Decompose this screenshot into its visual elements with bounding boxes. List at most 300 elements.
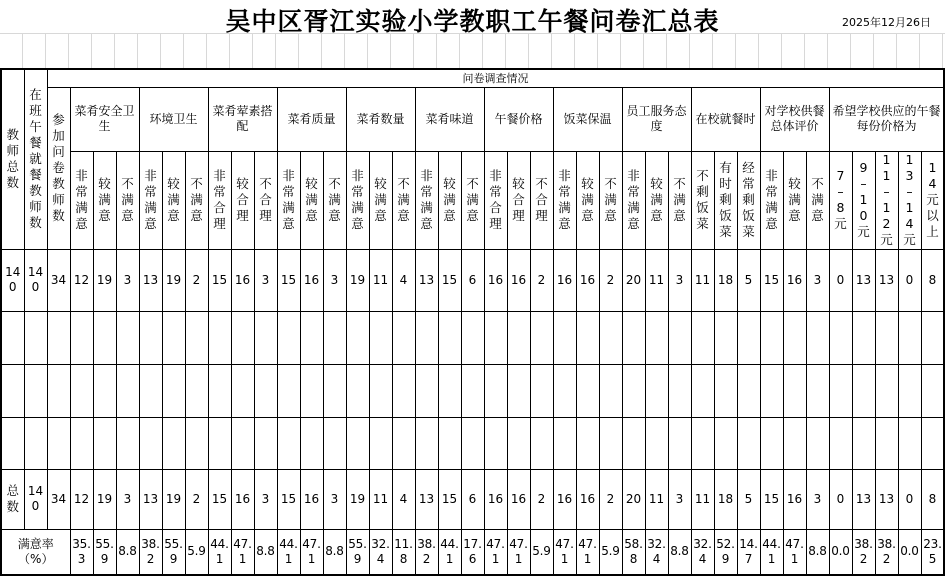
group-header[interactable]: 饭菜保温 [553, 87, 622, 151]
sub-header[interactable] [507, 151, 530, 249]
empty-cell[interactable] [70, 364, 93, 417]
data-cell[interactable]: 11 [369, 249, 392, 311]
data-cell[interactable]: 2 [530, 249, 553, 311]
total-cell[interactable]: 16 [231, 469, 254, 529]
total-cell[interactable]: 3 [323, 469, 346, 529]
empty-cell[interactable] [47, 417, 70, 469]
rate-cell[interactable]: 47.1 [507, 529, 530, 575]
total-cell[interactable]: 18 [714, 469, 737, 529]
header-survey-section[interactable]: 问卷调查情况 [47, 69, 944, 87]
total-cell[interactable]: 15 [760, 469, 783, 529]
empty-cell[interactable] [599, 364, 622, 417]
empty-cell[interactable] [622, 364, 645, 417]
grid-cell[interactable] [92, 34, 115, 68]
empty-cell[interactable] [231, 311, 254, 364]
empty-cell[interactable] [806, 417, 829, 469]
grid-cell[interactable] [345, 34, 368, 68]
data-cell[interactable]: 3 [323, 249, 346, 311]
rate-cell[interactable]: 58.8 [622, 529, 645, 575]
total-cell[interactable]: 3 [254, 469, 277, 529]
empty-cell[interactable] [645, 364, 668, 417]
rate-cell[interactable]: 44.1 [277, 529, 300, 575]
group-header[interactable]: 菜肴数量 [346, 87, 415, 151]
data-cell[interactable]: 0 [898, 249, 921, 311]
empty-cell[interactable] [691, 311, 714, 364]
data-cell[interactable]: 12 [70, 249, 93, 311]
total-cell[interactable]: 15 [438, 469, 461, 529]
data-cell[interactable]: 16 [484, 249, 507, 311]
data-cell[interactable]: 4 [392, 249, 415, 311]
data-cell[interactable]: 19 [162, 249, 185, 311]
empty-cell[interactable] [668, 364, 691, 417]
empty-cell[interactable] [1, 417, 24, 469]
sub-header[interactable] [254, 151, 277, 249]
sub-header[interactable] [852, 151, 875, 249]
data-cell[interactable]: 15 [208, 249, 231, 311]
empty-cell[interactable] [392, 417, 415, 469]
total-cell[interactable]: 15 [277, 469, 300, 529]
sub-header[interactable] [369, 151, 392, 249]
empty-cell[interactable] [208, 311, 231, 364]
empty-cell[interactable] [507, 417, 530, 469]
empty-cell[interactable] [553, 364, 576, 417]
empty-cell[interactable] [484, 364, 507, 417]
total-cell[interactable]: 11 [691, 469, 714, 529]
empty-cell[interactable] [93, 417, 116, 469]
group-header[interactable]: 环境卫生 [139, 87, 208, 151]
rate-cell[interactable]: 8.8 [116, 529, 139, 575]
total-cell[interactable]: 16 [484, 469, 507, 529]
total-cell[interactable]: 20 [622, 469, 645, 529]
empty-cell[interactable] [622, 311, 645, 364]
grid-cell[interactable] [46, 34, 69, 68]
total-cell[interactable]: 11 [369, 469, 392, 529]
empty-cell[interactable] [875, 311, 898, 364]
grid-cell[interactable] [874, 34, 897, 68]
data-cell[interactable]: 16 [576, 249, 599, 311]
grid-cell[interactable] [667, 34, 690, 68]
rate-cell[interactable]: 11.8 [392, 529, 415, 575]
empty-cell[interactable] [47, 364, 70, 417]
empty-cell[interactable] [829, 364, 852, 417]
data-cell[interactable]: 16 [507, 249, 530, 311]
empty-cell[interactable] [461, 364, 484, 417]
rate-cell[interactable]: 23.5 [921, 529, 944, 575]
empty-cell[interactable] [806, 311, 829, 364]
empty-cell[interactable] [760, 364, 783, 417]
grid-cell[interactable] [552, 34, 575, 68]
participants-value[interactable]: 34 [47, 249, 70, 311]
empty-cell[interactable] [24, 311, 47, 364]
empty-cell[interactable] [461, 311, 484, 364]
empty-cell[interactable] [231, 364, 254, 417]
sub-header[interactable] [162, 151, 185, 249]
total-cell[interactable]: 11 [645, 469, 668, 529]
empty-cell[interactable] [116, 417, 139, 469]
empty-cell[interactable] [300, 417, 323, 469]
total-cell[interactable]: 2 [599, 469, 622, 529]
sub-header[interactable] [898, 151, 921, 249]
empty-cell[interactable] [415, 364, 438, 417]
sub-header[interactable] [277, 151, 300, 249]
grid-cell[interactable] [736, 34, 759, 68]
rate-cell[interactable]: 5.9 [530, 529, 553, 575]
rate-cell[interactable]: 38.2 [875, 529, 898, 575]
empty-cell[interactable] [346, 364, 369, 417]
group-header[interactable]: 午餐价格 [484, 87, 553, 151]
empty-cell[interactable] [691, 364, 714, 417]
sub-header[interactable] [760, 151, 783, 249]
rate-cell[interactable]: 47.1 [484, 529, 507, 575]
sub-header[interactable] [484, 151, 507, 249]
empty-cell[interactable] [300, 311, 323, 364]
empty-cell[interactable] [737, 417, 760, 469]
total-cell[interactable]: 13 [875, 469, 898, 529]
grid-cell[interactable] [851, 34, 874, 68]
empty-cell[interactable] [254, 417, 277, 469]
empty-cell[interactable] [714, 311, 737, 364]
rate-cell[interactable]: 47.1 [576, 529, 599, 575]
data-cell[interactable]: 5 [737, 249, 760, 311]
data-cell[interactable]: 16 [553, 249, 576, 311]
total-cell[interactable]: 19 [346, 469, 369, 529]
empty-cell[interactable] [185, 364, 208, 417]
data-cell[interactable]: 15 [438, 249, 461, 311]
empty-cell[interactable] [392, 311, 415, 364]
data-cell[interactable]: 11 [645, 249, 668, 311]
empty-cell[interactable] [70, 311, 93, 364]
empty-cell[interactable] [783, 417, 806, 469]
data-cell[interactable]: 3 [254, 249, 277, 311]
empty-cell[interactable] [116, 311, 139, 364]
total-cell[interactable]: 16 [576, 469, 599, 529]
empty-cell[interactable] [185, 311, 208, 364]
empty-cell[interactable] [162, 311, 185, 364]
rate-cell[interactable]: 55.9 [346, 529, 369, 575]
rate-cell[interactable]: 0.0 [829, 529, 852, 575]
empty-cell[interactable] [875, 364, 898, 417]
rate-cell[interactable]: 8.8 [323, 529, 346, 575]
sub-header[interactable] [645, 151, 668, 249]
rate-cell[interactable]: 44.1 [208, 529, 231, 575]
grid-cell[interactable] [368, 34, 391, 68]
data-cell[interactable]: 13 [852, 249, 875, 311]
grid-cell[interactable] [805, 34, 828, 68]
data-cell[interactable]: 18 [714, 249, 737, 311]
empty-cell[interactable] [921, 311, 944, 364]
grid-cell[interactable] [598, 34, 621, 68]
sub-header[interactable] [829, 151, 852, 249]
sub-header[interactable] [576, 151, 599, 249]
grid-cell[interactable] [690, 34, 713, 68]
rate-cell[interactable]: 44.1 [760, 529, 783, 575]
total-cell[interactable]: 13 [415, 469, 438, 529]
grid-cell[interactable] [759, 34, 782, 68]
sub-header[interactable] [415, 151, 438, 249]
empty-cell[interactable] [254, 364, 277, 417]
sub-header[interactable] [737, 151, 760, 249]
grid-cell[interactable] [322, 34, 345, 68]
data-cell[interactable]: 16 [231, 249, 254, 311]
sub-header[interactable] [921, 151, 944, 249]
data-cell[interactable]: 13 [139, 249, 162, 311]
empty-cell[interactable] [70, 417, 93, 469]
grid-cell[interactable] [184, 34, 207, 68]
empty-cell[interactable] [576, 417, 599, 469]
total-cell[interactable]: 15 [208, 469, 231, 529]
data-cell[interactable]: 11 [691, 249, 714, 311]
grid-cell[interactable] [575, 34, 598, 68]
grid-cell[interactable] [299, 34, 322, 68]
total-cell[interactable]: 5 [737, 469, 760, 529]
rate-cell[interactable]: 55.9 [162, 529, 185, 575]
empty-cell[interactable] [24, 417, 47, 469]
empty-cell[interactable] [208, 364, 231, 417]
grid-cell[interactable] [414, 34, 437, 68]
empty-cell[interactable] [346, 417, 369, 469]
data-cell[interactable]: 2 [599, 249, 622, 311]
rate-cell[interactable]: 8.8 [668, 529, 691, 575]
total-cell[interactable]: 16 [783, 469, 806, 529]
total-cell[interactable]: 2 [185, 469, 208, 529]
rate-cell[interactable]: 17.6 [461, 529, 484, 575]
grid-cell[interactable] [621, 34, 644, 68]
empty-cell[interactable] [875, 417, 898, 469]
total-cell[interactable]: 16 [553, 469, 576, 529]
grid-cell[interactable] [276, 34, 299, 68]
data-cell[interactable]: 8 [921, 249, 944, 311]
total-cell[interactable]: 3 [116, 469, 139, 529]
rate-cell[interactable]: 8.8 [254, 529, 277, 575]
empty-cell[interactable] [208, 417, 231, 469]
sub-header[interactable] [622, 151, 645, 249]
grid-cell[interactable] [828, 34, 851, 68]
empty-cell[interactable] [921, 417, 944, 469]
data-cell[interactable]: 6 [461, 249, 484, 311]
sub-header[interactable] [783, 151, 806, 249]
grid-cell[interactable] [161, 34, 184, 68]
empty-cell[interactable] [93, 364, 116, 417]
empty-cell[interactable] [231, 417, 254, 469]
rate-cell[interactable]: 38.2 [415, 529, 438, 575]
sub-header[interactable] [346, 151, 369, 249]
empty-cell[interactable] [300, 364, 323, 417]
empty-cell[interactable] [553, 417, 576, 469]
empty-cell[interactable] [622, 417, 645, 469]
total-cell[interactable]: 4 [392, 469, 415, 529]
empty-cell[interactable] [346, 311, 369, 364]
empty-cell[interactable] [760, 417, 783, 469]
empty-cell[interactable] [1, 364, 24, 417]
grid-cell[interactable] [506, 34, 529, 68]
empty-cell[interactable] [507, 311, 530, 364]
rate-cell[interactable]: 44.1 [438, 529, 461, 575]
total-cell[interactable]: 3 [668, 469, 691, 529]
empty-cell[interactable] [737, 364, 760, 417]
grid-cell[interactable] [437, 34, 460, 68]
lunch-teachers-value[interactable]: 140 [24, 249, 47, 311]
empty-cell[interactable] [898, 417, 921, 469]
grid-cell[interactable] [0, 34, 23, 68]
empty-cell[interactable] [714, 417, 737, 469]
empty-cell[interactable] [277, 364, 300, 417]
empty-cell[interactable] [714, 364, 737, 417]
grid-cell[interactable] [529, 34, 552, 68]
empty-cell[interactable] [24, 364, 47, 417]
empty-cell[interactable] [829, 311, 852, 364]
empty-cell[interactable] [668, 311, 691, 364]
empty-cell[interactable] [852, 364, 875, 417]
empty-cell[interactable] [576, 311, 599, 364]
grid-cell[interactable] [644, 34, 667, 68]
data-cell[interactable]: 20 [622, 249, 645, 311]
empty-cell[interactable] [254, 311, 277, 364]
grid-cell[interactable] [138, 34, 161, 68]
total-cell[interactable]: 12 [70, 469, 93, 529]
total-label[interactable] [1, 469, 24, 529]
rate-cell[interactable]: 32.4 [691, 529, 714, 575]
empty-cell[interactable] [783, 364, 806, 417]
empty-cell[interactable] [484, 417, 507, 469]
empty-cell[interactable] [461, 417, 484, 469]
empty-cell[interactable] [484, 311, 507, 364]
group-header[interactable]: 在校就餐时 [691, 87, 760, 151]
empty-cell[interactable] [162, 417, 185, 469]
empty-cell[interactable] [898, 364, 921, 417]
sub-header[interactable] [323, 151, 346, 249]
group-header[interactable]: 员工服务态度 [622, 87, 691, 151]
empty-cell[interactable] [898, 311, 921, 364]
empty-cell[interactable] [691, 417, 714, 469]
sub-header[interactable] [231, 151, 254, 249]
sub-header[interactable] [116, 151, 139, 249]
empty-cell[interactable] [438, 417, 461, 469]
total-cell[interactable]: 13 [852, 469, 875, 529]
data-cell[interactable]: 13 [415, 249, 438, 311]
total-cell[interactable]: 6 [461, 469, 484, 529]
empty-cell[interactable] [737, 311, 760, 364]
empty-cell[interactable] [93, 311, 116, 364]
empty-cell[interactable] [47, 311, 70, 364]
rate-cell[interactable]: 8.8 [806, 529, 829, 575]
grid-cell[interactable] [713, 34, 736, 68]
grid-cell[interactable] [69, 34, 92, 68]
rate-cell[interactable]: 5.9 [599, 529, 622, 575]
sub-header[interactable] [392, 151, 415, 249]
empty-cell[interactable] [323, 364, 346, 417]
empty-cell[interactable] [553, 311, 576, 364]
rate-cell[interactable]: 47.1 [231, 529, 254, 575]
data-cell[interactable]: 3 [116, 249, 139, 311]
rate-cell[interactable]: 32.4 [369, 529, 392, 575]
rate-cell[interactable]: 47.1 [553, 529, 576, 575]
empty-cell[interactable] [392, 364, 415, 417]
rate-cell[interactable]: 5.9 [185, 529, 208, 575]
empty-cell[interactable] [576, 364, 599, 417]
grid-cell[interactable] [253, 34, 276, 68]
empty-cell[interactable] [438, 311, 461, 364]
sub-header[interactable] [70, 151, 93, 249]
empty-cell[interactable] [645, 417, 668, 469]
total-lunch-teachers[interactable]: 140 [24, 469, 47, 529]
empty-cell[interactable] [116, 364, 139, 417]
header-lunch-teachers[interactable] [24, 69, 47, 249]
group-header[interactable]: 菜肴味道 [415, 87, 484, 151]
grid-cell[interactable] [897, 34, 920, 68]
empty-cell[interactable] [852, 311, 875, 364]
group-header[interactable]: 希望学校供应的午餐每份价格为 [829, 87, 944, 151]
grid-cell[interactable] [391, 34, 414, 68]
grid-cell[interactable] [207, 34, 230, 68]
empty-cell[interactable] [1, 311, 24, 364]
rate-cell[interactable]: 14.7 [737, 529, 760, 575]
empty-cell[interactable] [829, 417, 852, 469]
data-cell[interactable]: 15 [277, 249, 300, 311]
sub-header[interactable] [714, 151, 737, 249]
rate-cell[interactable]: 47.1 [783, 529, 806, 575]
data-cell[interactable]: 15 [760, 249, 783, 311]
sub-header[interactable] [139, 151, 162, 249]
rate-cell[interactable]: 32.4 [645, 529, 668, 575]
rate-cell[interactable]: 38.2 [139, 529, 162, 575]
sub-header[interactable] [668, 151, 691, 249]
empty-cell[interactable] [139, 311, 162, 364]
empty-cell[interactable] [369, 311, 392, 364]
sub-header[interactable] [553, 151, 576, 249]
grid-cell[interactable] [115, 34, 138, 68]
rate-cell[interactable]: 52.9 [714, 529, 737, 575]
empty-cell[interactable] [507, 364, 530, 417]
sub-header[interactable] [530, 151, 553, 249]
rate-cell[interactable]: 55.9 [93, 529, 116, 575]
header-total-teachers[interactable] [1, 69, 24, 249]
total-cell[interactable]: 2 [530, 469, 553, 529]
empty-cell[interactable] [277, 417, 300, 469]
total-cell[interactable]: 13 [139, 469, 162, 529]
empty-cell[interactable] [369, 417, 392, 469]
sub-header[interactable] [93, 151, 116, 249]
rate-cell[interactable]: 0.0 [898, 529, 921, 575]
sub-header[interactable] [461, 151, 484, 249]
total-cell[interactable]: 16 [507, 469, 530, 529]
empty-cell[interactable] [668, 417, 691, 469]
empty-cell[interactable] [162, 364, 185, 417]
data-cell[interactable]: 19 [346, 249, 369, 311]
empty-cell[interactable] [139, 364, 162, 417]
total-cell[interactable]: 16 [300, 469, 323, 529]
data-cell[interactable]: 3 [668, 249, 691, 311]
group-header[interactable]: 对学校供餐总体评价 [760, 87, 829, 151]
empty-cell[interactable] [645, 311, 668, 364]
data-cell[interactable]: 16 [300, 249, 323, 311]
data-cell[interactable]: 3 [806, 249, 829, 311]
sub-header[interactable] [185, 151, 208, 249]
header-participants[interactable] [47, 87, 70, 249]
rate-label[interactable]: 满意率（%） [1, 529, 70, 575]
empty-cell[interactable] [369, 364, 392, 417]
sub-header[interactable] [300, 151, 323, 249]
total-cell[interactable]: 0 [898, 469, 921, 529]
grid-cell[interactable] [230, 34, 253, 68]
total-cell[interactable]: 19 [93, 469, 116, 529]
group-header[interactable]: 菜肴荤素搭配 [208, 87, 277, 151]
group-header[interactable]: 菜肴安全卫生 [70, 87, 139, 151]
empty-cell[interactable] [760, 311, 783, 364]
total-cell[interactable]: 19 [162, 469, 185, 529]
data-cell[interactable]: 13 [875, 249, 898, 311]
empty-cell[interactable] [599, 417, 622, 469]
rate-cell[interactable]: 35.3 [70, 529, 93, 575]
